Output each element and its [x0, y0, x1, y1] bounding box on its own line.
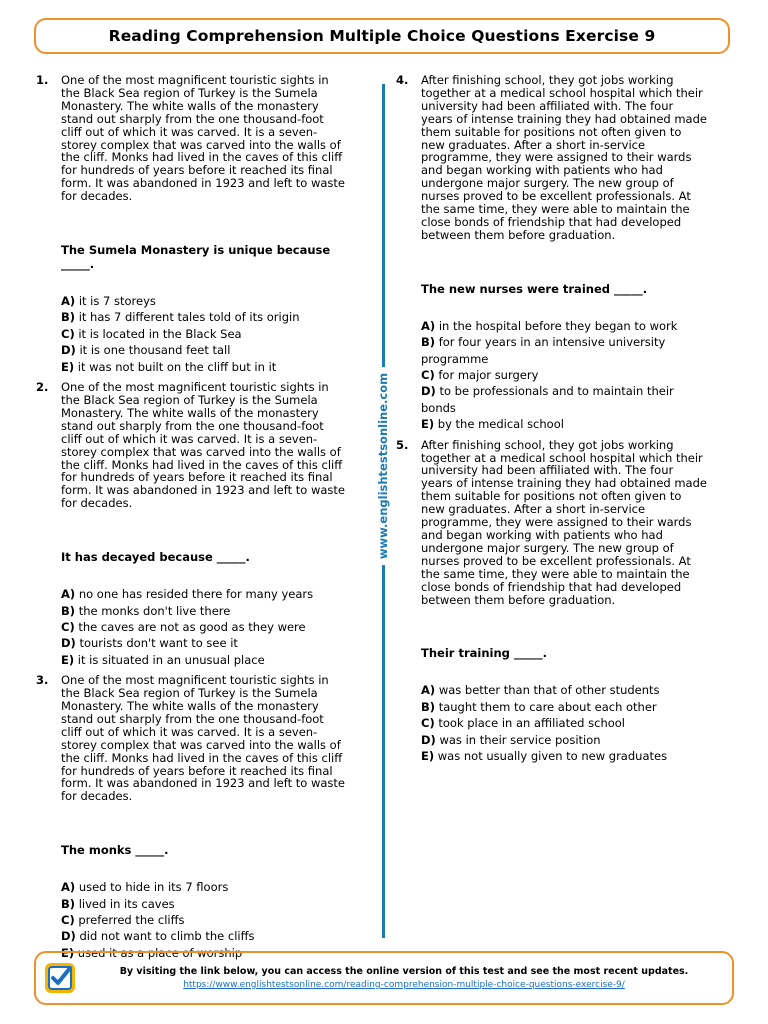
option-letter: C): [61, 619, 75, 634]
question-3: [36, 674, 348, 961]
option-letter: C): [421, 368, 435, 382]
option-text: it is one thousand feet tall: [79, 343, 231, 358]
answer-option-c[interactable]: [61, 619, 348, 635]
answer-option-e[interactable]: [421, 748, 708, 764]
page-title: Reading Comprehension Multiple Choice Questions Exercise 9: [108, 27, 656, 45]
answer-option-b[interactable]: [61, 309, 348, 325]
question-passage: One of the most magnificent touristic sights in the Black Sea region of Turkey is the Sumela Monastery. The white walls of the monastery stand out sharply from the one thousand-foot cliff out of which it was carved. It is a seven-storey complex that was carved into the walls of the cliff. Monks had lived in the caves of this cliff for hundreds of years before it reached its final form. It was abandoned in 1923 and left to waste for decades.: [61, 73, 345, 204]
answer-option-d[interactable]: [421, 732, 708, 748]
answer-option-a[interactable]: [421, 682, 708, 698]
answer-option-b[interactable]: [421, 699, 708, 715]
page-title-box: [34, 18, 730, 54]
answer-option-d[interactable]: [61, 342, 348, 358]
question-passage: One of the most magnificent touristic sights in the Black Sea region of Turkey is the Sumela Monastery. The white walls of the monastery stand out sharply from the one thousand-foot cliff out of which it was carved. It is a seven-storey complex that was carved into the walls of the cliff. Monks had lived in the caves of this cliff for hundreds of years before it reached its final form. It was abandoned in 1923 and left to waste for decades.: [61, 673, 345, 804]
option-letter: D): [421, 384, 436, 399]
question-2: [36, 381, 348, 668]
question-number: 2.: [36, 380, 49, 395]
answer-option-e[interactable]: [421, 416, 708, 432]
checkbox-logo-icon: [44, 962, 76, 994]
option-text: in the hospital before they began to work: [438, 318, 678, 333]
option-letter: D): [61, 636, 76, 651]
option-text: taught them to care about each other: [438, 699, 657, 714]
option-letter: C): [61, 326, 75, 341]
option-text: used to hide in its 7 floors: [78, 880, 229, 895]
answer-option-e[interactable]: [61, 652, 348, 668]
option-text: took place in an affiliated school: [438, 716, 625, 731]
option-letter: D): [61, 929, 76, 944]
question-1: [36, 74, 348, 375]
question-passage: One of the most magnificent touristic sights in the Black Sea region of Turkey is the Sumela Monastery. The white walls of the monastery stand out sharply from the one thousand-foot cliff out of which it was carved. It is a seven-storey complex that was carved into the walls of the cliff. Monks had lived in the caves of this cliff for hundreds of years before it reached its final form. It was abandoned in 1923 and left to waste for decades.: [61, 380, 345, 511]
option-letter: A): [421, 318, 436, 333]
question-prompt: The Sumela Monastery is unique because _____.: [61, 243, 331, 272]
answer-option-d[interactable]: [421, 383, 708, 416]
answer-option-d[interactable]: [61, 635, 348, 651]
answer-option-c[interactable]: [421, 367, 708, 383]
question-prompt: The new nurses were trained _____.: [421, 281, 648, 296]
answer-option-c[interactable]: [421, 715, 708, 731]
option-letter: B): [421, 335, 436, 350]
question-number: 1.: [36, 73, 49, 87]
answer-option-c[interactable]: [61, 912, 348, 928]
answer-option-a[interactable]: [61, 586, 348, 602]
option-letter: A): [61, 587, 76, 602]
footer-text: By visiting the link below, you can access the online version of this test and see the most recent updates.: [119, 966, 689, 977]
option-text: lived in its caves: [78, 896, 175, 911]
option-letter: B): [61, 603, 76, 618]
option-text: it is situated in an unusual place: [77, 652, 265, 667]
side-url: www.englishtestsonline.com: [376, 367, 390, 565]
question-prompt: The monks _____.: [61, 843, 169, 858]
option-text: did not want to climb the cliffs: [79, 929, 255, 944]
answer-option-d[interactable]: [61, 928, 348, 944]
answer-option-a[interactable]: [61, 879, 348, 895]
option-text: it was not built on the cliff but in it: [77, 359, 277, 374]
question-prompt: It has decayed because _____.: [61, 550, 250, 565]
question-passage: After finishing school, they got jobs working together at a medical school hospital which their university had been affiliated with. The four years of intense training they had obtained made them suitable for positions not often given to new graduates. After a short in-service programme, they were assigned to their wards and began working with patients who had undergone major surgery. The new group of nurses proved to be excellent professionals. At the same time, they were able to maintain the close bonds of friendship that had developed between them before graduation.: [421, 437, 707, 607]
option-text: was not usually given to new graduates: [437, 749, 668, 764]
question-4: [396, 74, 708, 433]
option-letter: A): [61, 880, 76, 895]
question-prompt: Their training _____.: [421, 646, 547, 661]
answer-option-e[interactable]: [61, 359, 348, 375]
option-text: it is located in the Black Sea: [78, 326, 242, 341]
option-text: was in their service position: [439, 732, 601, 747]
option-text: for four years in an intensive university programme: [421, 335, 666, 366]
option-text: it has 7 different tales told of its origin: [78, 310, 300, 325]
question-5: [396, 439, 708, 765]
question-passage: After finishing school, they got jobs working together at a medical school hospital which their university had been affiliated with. The four years of intense training they had obtained made them suitable for positions not often given to new graduates. After a short in-service programme, they were assigned to their wards and began working with patients who had undergone major surgery. The new group of nurses proved to be excellent professionals. At the same time, they were able to maintain the close bonds of friendship that had developed between them before graduation.: [421, 73, 707, 242]
option-text: used it as a place of worship: [77, 945, 243, 960]
option-text: it is 7 storeys: [78, 294, 156, 309]
option-letter: E): [61, 359, 75, 374]
option-text: tourists don't want to see it: [79, 636, 238, 651]
answer-option-b[interactable]: [61, 896, 348, 912]
option-letter: C): [421, 716, 435, 731]
question-number: 3.: [36, 673, 49, 688]
option-text: no one has resided there for many years: [78, 587, 314, 602]
option-letter: D): [421, 732, 436, 747]
option-text: the monks don't live there: [78, 603, 231, 618]
left-column: [36, 74, 348, 961]
footer-box: [34, 951, 734, 1005]
answer-option-a[interactable]: [61, 293, 348, 309]
option-letter: B): [421, 699, 436, 714]
question-number: 4.: [396, 73, 409, 87]
option-text: to be professionals and to maintain their bonds: [421, 384, 674, 415]
option-letter: B): [61, 310, 76, 325]
option-text: was better than that of other students: [438, 683, 660, 698]
answer-option-b[interactable]: [61, 603, 348, 619]
option-letter: C): [61, 913, 75, 928]
option-letter: E): [61, 945, 75, 960]
option-letter: A): [61, 294, 76, 309]
option-letter: D): [61, 343, 76, 358]
option-letter: A): [421, 683, 436, 698]
answer-option-a[interactable]: [421, 318, 708, 334]
option-letter: E): [421, 749, 435, 764]
option-text: the caves are not as good as they were: [78, 619, 306, 634]
option-letter: B): [61, 896, 76, 911]
question-number: 5.: [396, 437, 409, 452]
option-letter: E): [421, 417, 435, 432]
option-text: for major surgery: [438, 368, 539, 382]
option-letter: E): [61, 652, 75, 667]
option-text: preferred the cliffs: [78, 913, 185, 928]
footer-link[interactable]: https://www.englishtestsonline.com/reading-comprehension-multiple-choice-questions-exercise-9/: [183, 980, 625, 990]
right-column: [396, 74, 708, 764]
option-text: by the medical school: [437, 417, 564, 432]
answer-option-c[interactable]: [61, 326, 348, 342]
answer-option-b[interactable]: [421, 334, 708, 367]
